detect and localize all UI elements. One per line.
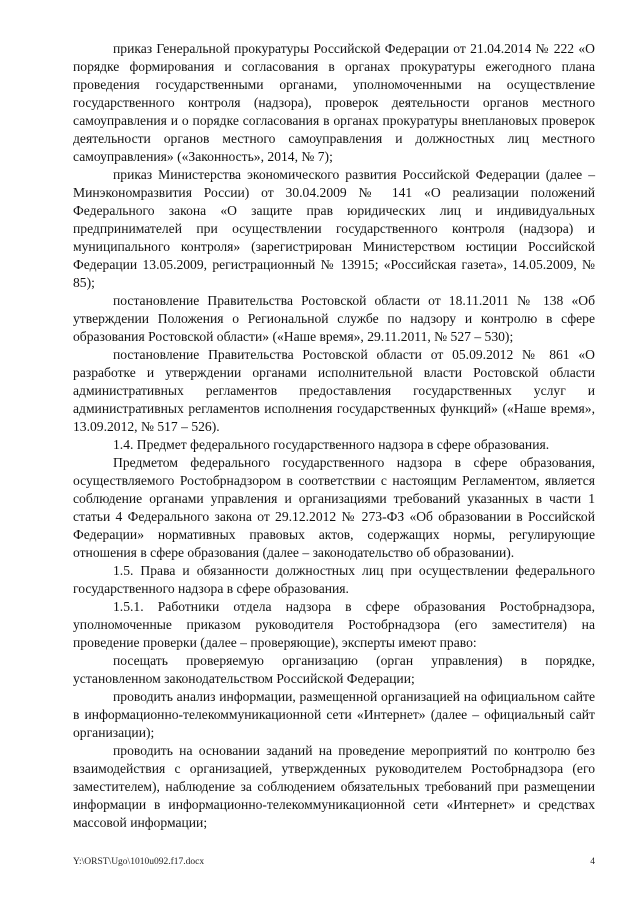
paragraph-resolution-138: постановление Правительства Ростовской области от 18.11.2011 № 138 «Об утверждении Положения о Региональной службе по надзору и контролю в сфере образования Ростовской области» («Наше время», 29.11.2011, № 527 – 530); [73, 293, 595, 344]
paragraph-right-observe: проводить на основании заданий на проведение мероприятий по контролю без взаимодействия с организацией, утвержденных руководителем Ростобрнадзора (его заместителем), наблюдение за соблюдением обязательных требований при размещении информации в информационно-телекоммуникационной сети «Интернет» и средствах массовой информации; [73, 743, 595, 830]
section-heading-1-5: 1.5. Права и обязанности должностных лиц при осуществлении федерального государственного надзора в сфере образования. [73, 563, 595, 596]
paragraph-subject-of-supervision: Предметом федерального государственного надзора в сфере образования, осуществляемого Ростобрнадзором в соответствии с настоящим Регламентом, является соблюдение органами управления и организациями требований указанных в части 1 статьи 4 Федерального закона от 29.12.2012 № 273-ФЗ «Об образовании в Российской Федерации» нормативных правовых актов, содержащих нормы, регулирующие отношения в сфере образования (далее – законодательство об образовании). [73, 455, 595, 560]
paragraph-ministry-order: приказ Министерства экономического развития Российской Федерации (далее – Минэкономразвития России) от 30.04.2009 № 141 «О реализации положений Федерального закона «О защите прав юридических лиц и индивидуальных предпринимателей при осуществлении государственного контроля (надзора) и муниципального контроля» (зарегистрирован Министерством юстиции Российской Федерации 13.05.2009, регистрационный № 13915; «Российская газета», 14.05.2009, № 85); [73, 167, 595, 290]
section-heading-1-4: 1.4. Предмет федерального государственного надзора в сфере образования. [113, 437, 550, 452]
paragraph-resolution-861: постановление Правительства Ростовской области от 05.09.2012 № 861 «О разработке и утверждении органами исполнительной власти Ростовской области административных регламентов предоставления государственных услуг и административных регламентов исполнения государственных функций» («Наше время», 13.09.2012, № 517 – 526). [73, 347, 595, 434]
document-body [73, 40, 595, 832]
paragraph-right-visit: посещать проверяемую организацию (орган управления) в порядке, установленном законодательством Российской Федерации; [73, 653, 595, 686]
paragraph-1-5-1: 1.5.1. Работники отдела надзора в сфере образования Ростобрнадзора, уполномоченные приказом руководителя Ростобрнадзора (его заместителя) на проведение проверки (далее – проверяющие), эксперты имеют право: [73, 599, 595, 650]
footer-file-path: Y:\ORST\Ugo\1010u092.f17.docx [73, 857, 205, 867]
paragraph-right-analyze: проводить анализ информации, размещенной организацией на официальном сайте в информационно-телекоммуникационной сети «Интернет» (далее – официальный сайт организации); [73, 689, 595, 740]
page-footer [73, 855, 595, 869]
page-number: 4 [590, 857, 595, 867]
paragraph-prosecutor-order: приказ Генеральной прокуратуры Российской Федерации от 21.04.2014 № 222 «О порядке формирования и согласования в органах прокуратуры ежегодного плана проведения государственными органами, уполномоченными на осуществление государственного контроля (надзора), проверок деятельности органов местного самоуправления и о порядке согласования в органах прокуратуры внеплановых проверок деятельности органов местного самоуправления и должностных лиц местного самоуправления» («Законность», 2014, № 7); [73, 41, 595, 164]
